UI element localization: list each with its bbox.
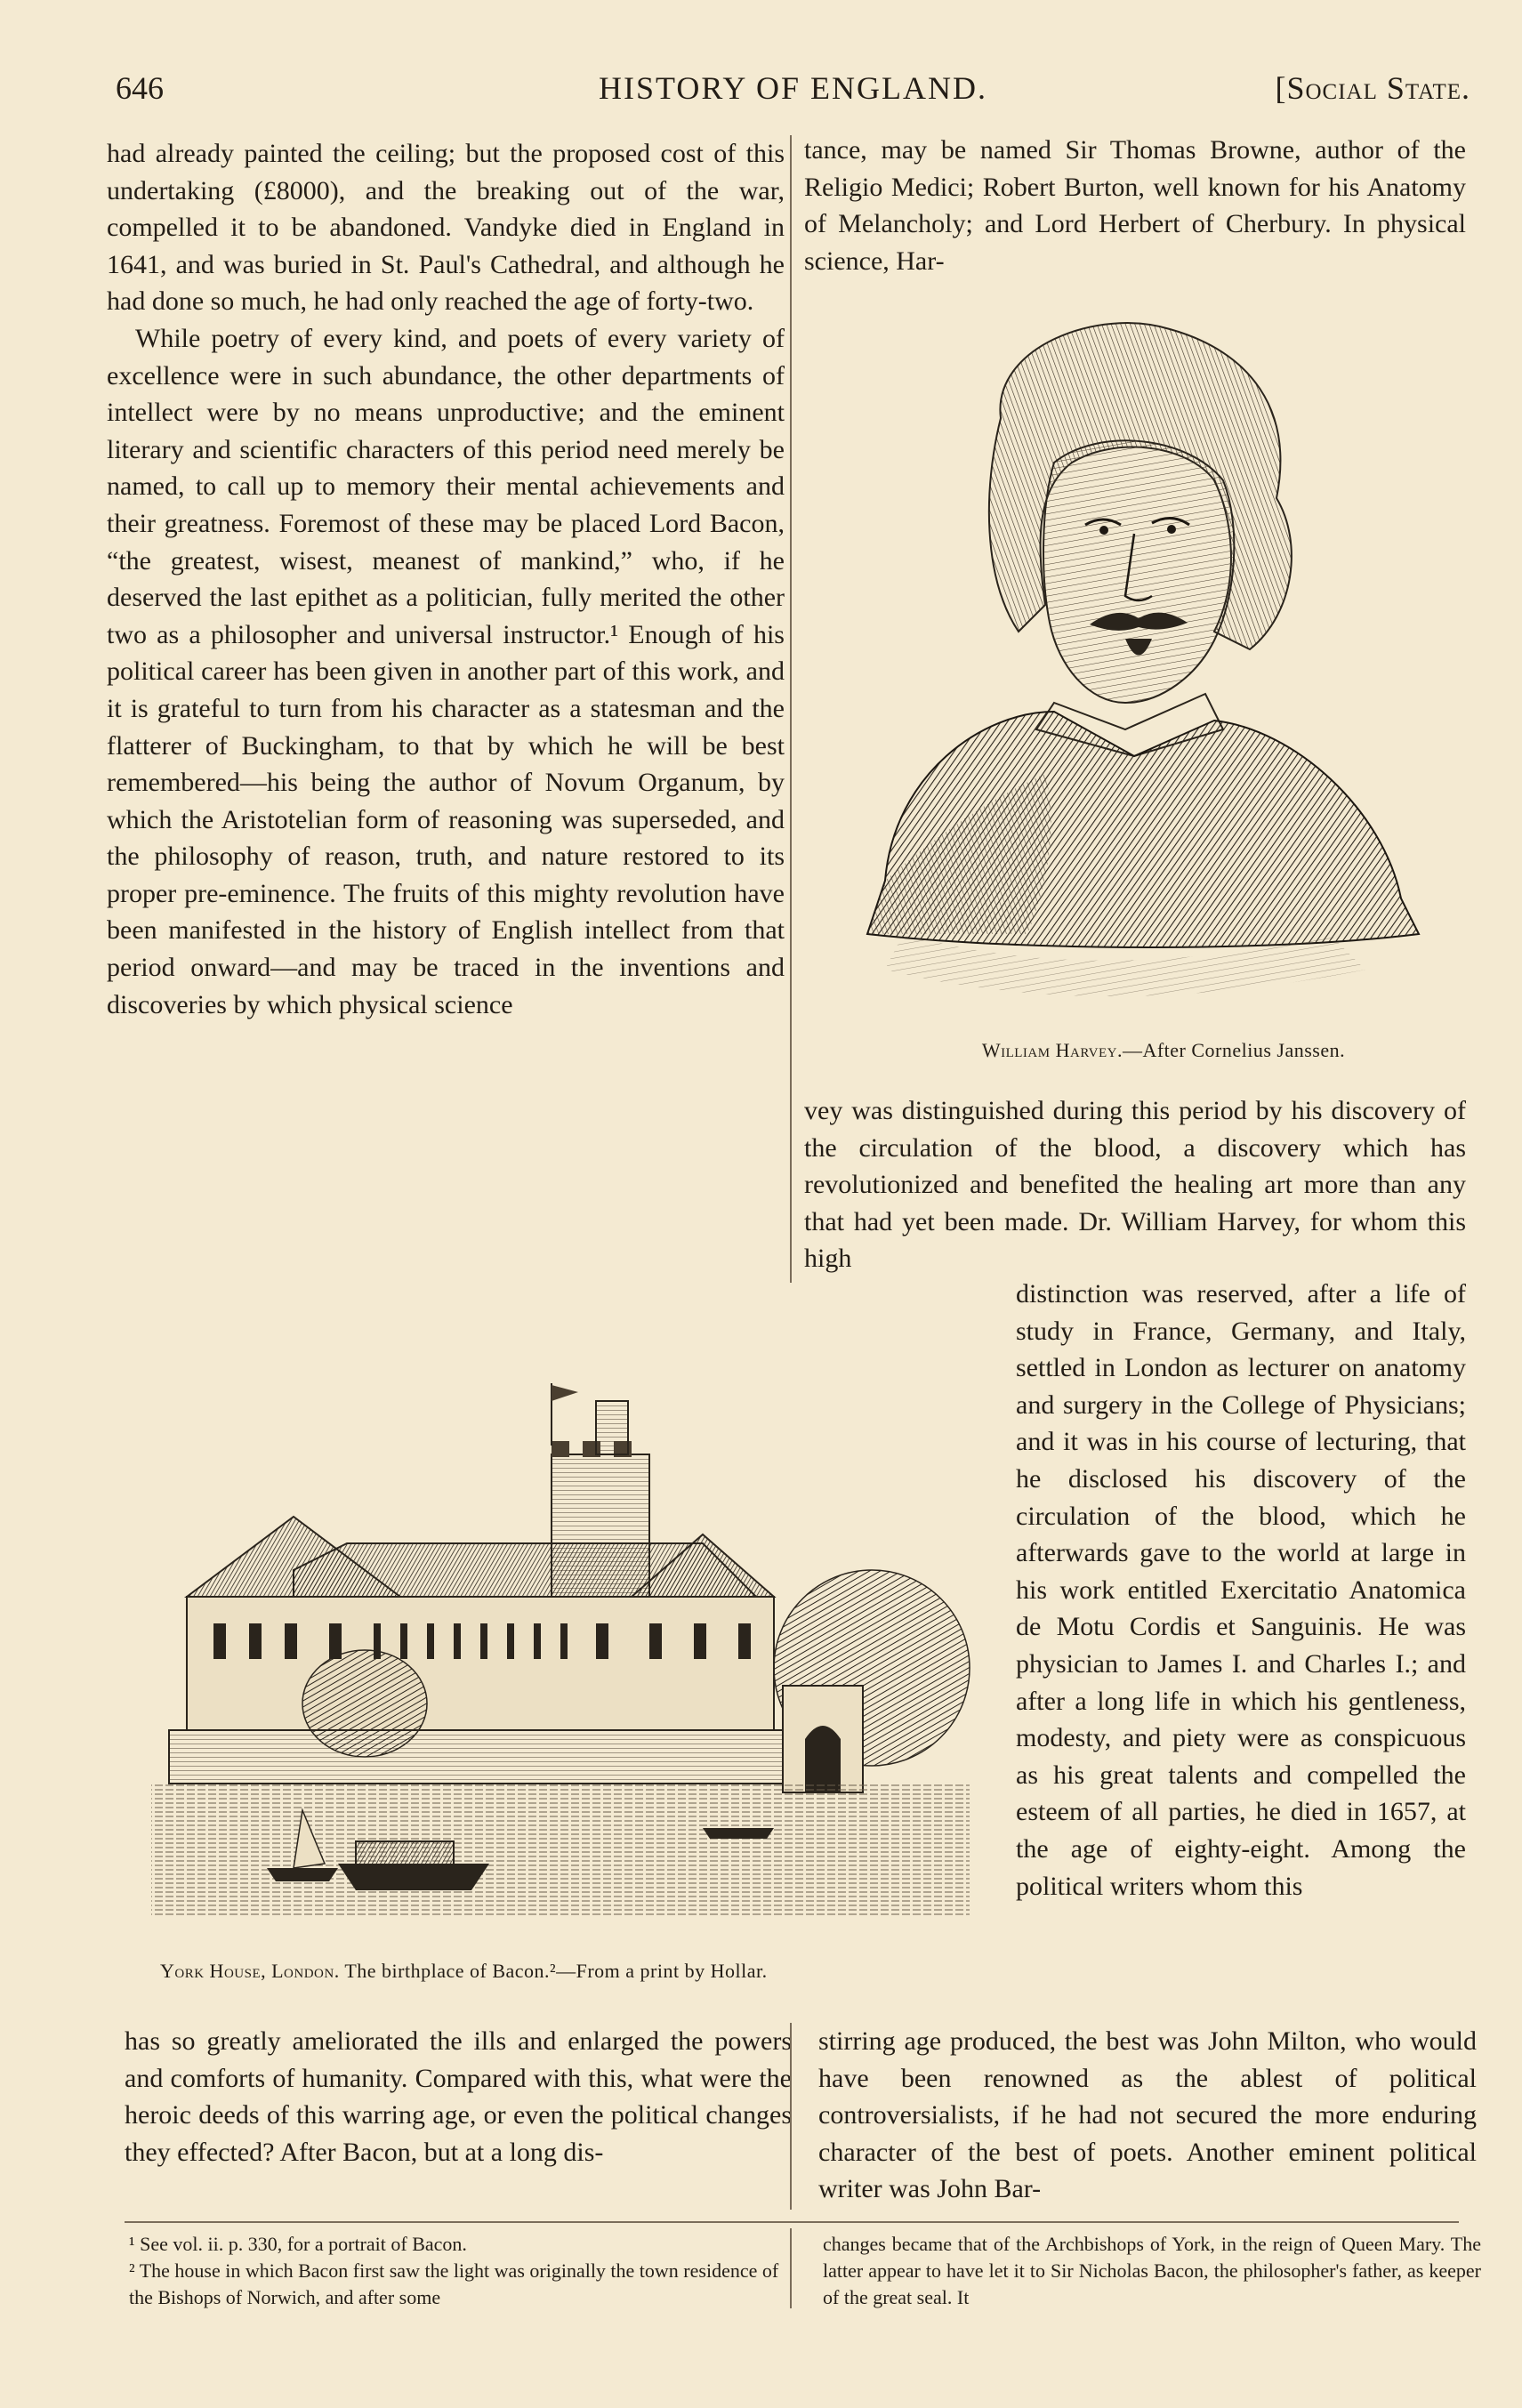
- paragraph-vandyke: had already painted the ceiling; but the proposed cost of this undertaking (£8000), and the breaking out of the war, compelled it to be abandoned. Vandyke died in England in 1641, and was buried in St. Paul's Cathedral, and although he had done so much, he had only reached the age of forty-two.: [107, 139, 785, 317]
- page-number: 646: [116, 70, 164, 106]
- footnote-1: ¹ See vol. ii. p. 330, for a portrait of Bacon.: [129, 2233, 467, 2255]
- paragraph-harvey-cont: distinction was reserved, after a life of study in France, Germany, and Italy, settled in London as lecturer on anatomy and surgery in the College of Physicians; and it was in his course of lecturing, that he disclosed his discovery of the circulation of the blood, which he afterwards gave to the world at large in his work entitled Exercitatio Anatomica de Motu Cordis et Sanguinis. He was physician to James I. and Charles I.; and after a long life in which his gentleness, modesty, and piety were as conspicuous as his great talents and compelled the esteem of all parties, he died in 1657, at the age of eighty-eight. Among the political writers whom this: [1016, 1279, 1466, 1901]
- paragraph-browne: tance, may be named Sir Thomas Browne, author of the Religio Medici; Robert Burton, well known for his Anatomy of Melancholy; and Lord Herbert of Cherbury. In physical science, Har-: [804, 135, 1466, 276]
- left-column-bottom: [125, 2023, 792, 2210]
- harvey-caption-name: William Harvey.: [981, 1039, 1123, 1061]
- harvey-caption-source: —After Cornelius Janssen.: [1122, 1039, 1346, 1061]
- right-column-top: [804, 132, 1466, 283]
- column-rule-mid: [790, 1092, 792, 1279]
- paragraph-bacon-cont: has so greatly ameliorated the ills and enlarged the powers and comforts of humanity. Compared with this, what were the heroic deeds of this warring age, or even the political changes they effected? After Bacon, but at a long dis-: [125, 2026, 792, 2167]
- footnote-2: ² The house in which Bacon first saw the light was originally the town residence of the Bishops of Norwich, and after some: [129, 2259, 779, 2308]
- column-rule-footnotes: [790, 2228, 792, 2308]
- paragraph-harvey: vey was distinguished during this period by his discovery of the circulation of the blood, a discovery which has revolutionized and benefited the healing art more than any that had yet been made. Dr. William Harvey, for whom this high: [804, 1096, 1466, 1274]
- running-header: [116, 69, 1470, 114]
- york-caption-name: York House, London.: [160, 1960, 340, 1982]
- york-house-illustration: [133, 1330, 987, 1944]
- footnotes-left: [129, 2231, 796, 2311]
- right-column-mid: [804, 1092, 1466, 1293]
- footnote-rule: [125, 2221, 1459, 2223]
- harvey-caption: [914, 1039, 1413, 1062]
- harvey-portrait: [832, 311, 1437, 1014]
- paragraph-milton: stirring age produced, the best was John Milton, who would have been renowned as the ablest of political controversialists, if he had not secured the more enduring character of the best of poets. Another eminent political writer was John Bar-: [818, 2026, 1477, 2204]
- column-rule-bottom: [790, 2023, 792, 2210]
- footnotes-right: [823, 2231, 1481, 2311]
- york-caption-source: The birthplace of Bacon.²—From a print by Hollar.: [344, 1960, 768, 1982]
- running-title: HISTORY OF ENGLAND.: [598, 70, 988, 106]
- harvey-engraving-icon: [832, 311, 1437, 1014]
- left-column-top: [107, 135, 785, 1283]
- york-house-caption: [160, 1960, 978, 1983]
- paragraph-bacon: While poetry of every kind, and poets of every variety of excellence were in such abundance, the other departments of intellect were by no means unproductive; and the eminent literary and scientific characters of this period need merely be named, to call up to memory their mental achievements and their greatness. Foremost of these may be placed Lord Bacon, “the greatest, wisest, meanest of mankind,” who, if he deserved the last epithet as a politician, fully merited the other two as a philosopher and universal instructor.¹ Enough of his political career has been given in another part of this work, and it is grateful to turn from his character as a statesman and the flatterer of Buckingham, to that by which he will be best remembered—his being the author of Novum Organum, by which the Aristotelian form of reasoning was superseded, and the philosophy of reason, truth, and nature restored to its proper pre-eminence. The fruits of this mighty revolution have been manifested in the history of English intellect from that period onward—and may be traced in the inventions and discoveries by which physical science: [107, 323, 785, 1019]
- york-house-engraving-icon: [133, 1330, 987, 1944]
- section-title: [Social State.: [1275, 70, 1470, 106]
- right-column-narrow: [1016, 1276, 1466, 2023]
- footnote-2-continued: changes became that of the Archbishops of York, in the reign of Queen Mary. The latter appear to have let it to Sir Nicholas Bacon, the philosopher's father, as keeper of the great seal. It: [823, 2233, 1481, 2308]
- right-column-bottom: [818, 2023, 1477, 2210]
